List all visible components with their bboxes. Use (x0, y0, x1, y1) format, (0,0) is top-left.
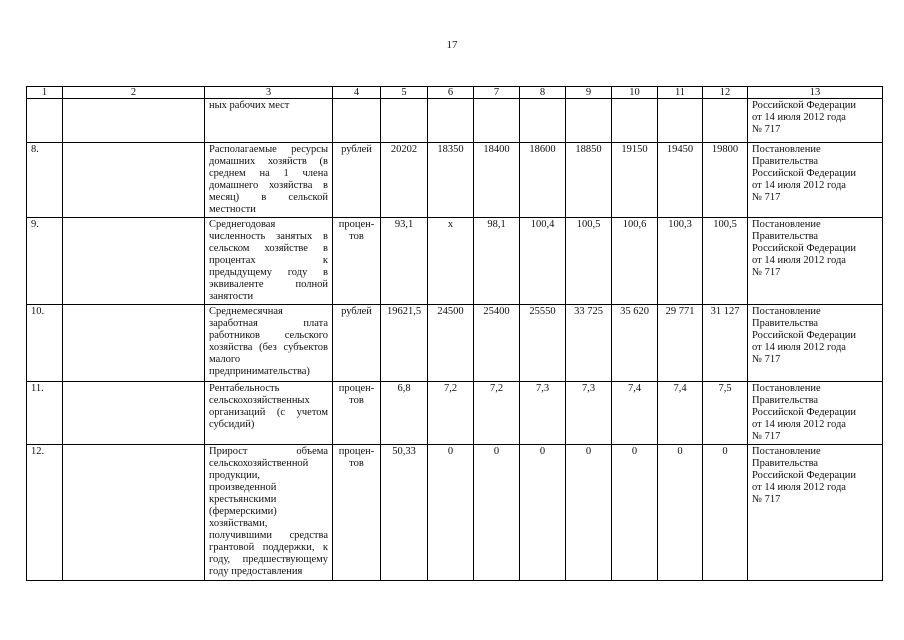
header-col-3: 3 (205, 87, 333, 99)
unit: процен-тов (333, 218, 381, 305)
value-col-7: 18400 (474, 143, 520, 218)
indicators-table (26, 86, 883, 581)
value-col-12: 19800 (703, 143, 748, 218)
value-col-10: 19150 (612, 143, 658, 218)
value-col-5 (381, 99, 428, 143)
unit: рублей (333, 143, 381, 218)
value-col-5: 93,1 (381, 218, 428, 305)
legal-basis-line: Правительства (752, 231, 819, 242)
legal-basis (748, 143, 883, 218)
legal-basis-line: Постановление (752, 446, 821, 457)
value-col-10: 100,6 (612, 218, 658, 305)
table-row (27, 143, 883, 218)
value-col-11: 0 (658, 445, 703, 581)
indicator-name: Среднемесячная заработная плата работников сельского хозяйства (без субъектов малого предпринимательства) (205, 305, 333, 382)
legal-basis-line: от 14 июля 2012 года (752, 112, 846, 123)
table-row (27, 305, 883, 382)
row-col-2 (63, 305, 205, 382)
value-col-12 (703, 99, 748, 143)
header-col-2: 2 (63, 87, 205, 99)
legal-basis-line: Постановление (752, 306, 821, 317)
indicator-name: ных рабочих мест (205, 99, 333, 143)
table-row (27, 218, 883, 305)
table-row (27, 99, 883, 143)
legal-basis-line: от 14 июля 2012 года (752, 482, 846, 493)
legal-basis-line: Российской Федерации (752, 168, 856, 179)
header-col-11: 11 (658, 87, 703, 99)
value-col-10: 0 (612, 445, 658, 581)
legal-basis (748, 445, 883, 581)
value-col-5: 6,8 (381, 382, 428, 445)
value-col-5: 20202 (381, 143, 428, 218)
row-number: 9. (27, 218, 63, 305)
value-col-12: 7,5 (703, 382, 748, 445)
value-col-7 (474, 99, 520, 143)
legal-basis-line: № 717 (752, 494, 781, 505)
value-col-9: 100,5 (566, 218, 612, 305)
indicator-name: Среднегодовая численность занятых в сельском хозяйстве в процентах к предыдущему году в эквиваленте полной занятости (205, 218, 333, 305)
value-col-11: 29 771 (658, 305, 703, 382)
value-col-7: 25400 (474, 305, 520, 382)
legal-basis-line: Российской Федерации (752, 470, 856, 481)
indicator-name: Рентабельность сельскохозяйственных организаций (с учетом субсидий) (205, 382, 333, 445)
legal-basis-line: Постановление (752, 144, 821, 155)
row-col-2 (63, 99, 205, 143)
indicator-name: Располагаемые ресурсы домашних хозяйств (в среднем на 1 члена домашнего хозяйства в месяц) в сельской местности (205, 143, 333, 218)
header-col-5: 5 (381, 87, 428, 99)
unit: процен-тов (333, 382, 381, 445)
unit: процен-тов (333, 445, 381, 581)
header-col-1: 1 (27, 87, 63, 99)
legal-basis-line: Российской Федерации (752, 100, 856, 111)
value-col-5: 19621,5 (381, 305, 428, 382)
legal-basis-line: № 717 (752, 267, 781, 278)
value-col-9 (566, 99, 612, 143)
value-col-11 (658, 99, 703, 143)
legal-basis (748, 99, 883, 143)
value-col-7: 98,1 (474, 218, 520, 305)
legal-basis-line: от 14 июля 2012 года (752, 255, 846, 266)
value-col-8: 18600 (520, 143, 566, 218)
legal-basis (748, 305, 883, 382)
row-col-2 (63, 445, 205, 581)
legal-basis-line: Правительства (752, 156, 819, 167)
legal-basis-line: от 14 июля 2012 года (752, 180, 846, 191)
unit: рублей (333, 305, 381, 382)
value-col-8 (520, 99, 566, 143)
header-col-13: 13 (748, 87, 883, 99)
value-col-11: 19450 (658, 143, 703, 218)
header-col-7: 7 (474, 87, 520, 99)
value-col-6: х (428, 218, 474, 305)
value-col-11: 100,3 (658, 218, 703, 305)
legal-basis-line: № 717 (752, 124, 781, 135)
value-col-10: 7,4 (612, 382, 658, 445)
row-number: 11. (27, 382, 63, 445)
legal-basis-line: Правительства (752, 458, 819, 469)
row-number: 12. (27, 445, 63, 581)
table-row (27, 382, 883, 445)
header-col-8: 8 (520, 87, 566, 99)
legal-basis-line: № 717 (752, 192, 781, 203)
legal-basis-line: Российской Федерации (752, 330, 856, 341)
value-col-9: 7,3 (566, 382, 612, 445)
value-col-6: 0 (428, 445, 474, 581)
value-col-8: 25550 (520, 305, 566, 382)
indicator-name: Прирост объема сельскохозяйственной продукции, произведенной крестьянскими (фермерскими) хозяйствами, получившими средства грантовой поддержки, к году, предшествующему году предоставления (205, 445, 333, 581)
header-col-9: 9 (566, 87, 612, 99)
table-row (27, 445, 883, 581)
header-col-6: 6 (428, 87, 474, 99)
header-row (27, 87, 883, 99)
value-col-10 (612, 99, 658, 143)
value-col-12: 100,5 (703, 218, 748, 305)
header-col-4: 4 (333, 87, 381, 99)
row-col-2 (63, 218, 205, 305)
value-col-9: 18850 (566, 143, 612, 218)
value-col-10: 35 620 (612, 305, 658, 382)
value-col-7: 7,2 (474, 382, 520, 445)
legal-basis (748, 218, 883, 305)
unit (333, 99, 381, 143)
value-col-12: 0 (703, 445, 748, 581)
row-number: 10. (27, 305, 63, 382)
value-col-8: 0 (520, 445, 566, 581)
value-col-5: 50,33 (381, 445, 428, 581)
legal-basis-line: Российской Федерации (752, 407, 856, 418)
legal-basis-line: № 717 (752, 354, 781, 365)
legal-basis-line: Правительства (752, 318, 819, 329)
row-col-2 (63, 382, 205, 445)
value-col-6: 24500 (428, 305, 474, 382)
value-col-12: 31 127 (703, 305, 748, 382)
legal-basis-line: Постановление (752, 219, 821, 230)
legal-basis-line: № 717 (752, 431, 781, 442)
table-body (27, 87, 883, 581)
legal-basis-line: Постановление (752, 383, 821, 394)
row-col-2 (63, 143, 205, 218)
legal-basis-line: от 14 июля 2012 года (752, 342, 846, 353)
value-col-6 (428, 99, 474, 143)
value-col-9: 33 725 (566, 305, 612, 382)
legal-basis-line: от 14 июля 2012 года (752, 419, 846, 430)
legal-basis-line: Российской Федерации (752, 243, 856, 254)
value-col-6: 7,2 (428, 382, 474, 445)
header-col-10: 10 (612, 87, 658, 99)
value-col-8: 7,3 (520, 382, 566, 445)
legal-basis (748, 382, 883, 445)
value-col-8: 100,4 (520, 218, 566, 305)
value-col-7: 0 (474, 445, 520, 581)
page-number: 17 (446, 39, 458, 51)
header-col-12: 12 (703, 87, 748, 99)
value-col-9: 0 (566, 445, 612, 581)
row-number: 8. (27, 143, 63, 218)
value-col-11: 7,4 (658, 382, 703, 445)
legal-basis-line: Правительства (752, 395, 819, 406)
row-number (27, 99, 63, 143)
value-col-6: 18350 (428, 143, 474, 218)
